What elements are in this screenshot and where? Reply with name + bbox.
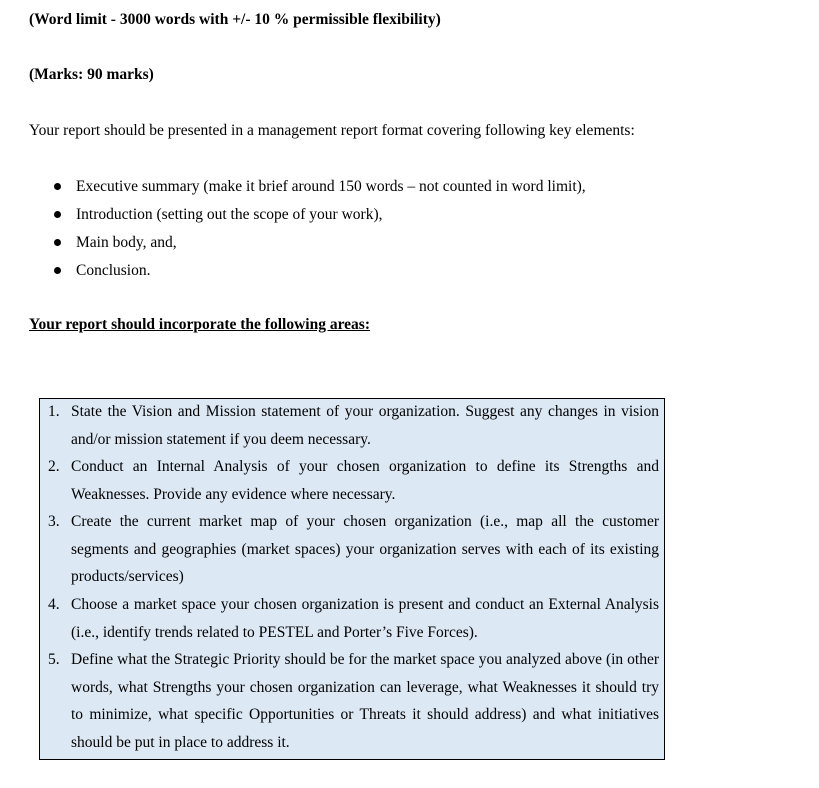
areas-box xyxy=(39,398,665,760)
report-format-intro: Your report should be presented in a management report format covering following key elements: xyxy=(29,122,635,139)
bullet-icon xyxy=(54,183,61,190)
area-number: 1. xyxy=(48,403,60,420)
key-elements-list xyxy=(54,176,586,288)
area-text: Create the current market map of your chosen organization (i.e., map all the customer segments and geographies (market spaces) your organization serves with each of its existing products/services) xyxy=(71,513,659,585)
area-number: 2. xyxy=(48,458,60,475)
areas-heading: Your report should incorporate the following areas: xyxy=(29,316,370,333)
list-item-label: Introduction (setting out the scope of your work), xyxy=(76,206,383,223)
word-limit-note: (Word limit - 3000 words with +/- 10 % permissible flexibility) xyxy=(29,11,441,28)
area-text: Conduct an Internal Analysis of your chosen organization to define its Strengths and Weaknesses. Provide any evidence where necessary. xyxy=(71,458,659,503)
list-item-label: Conclusion. xyxy=(76,262,151,279)
list-item xyxy=(54,260,586,288)
area-text: Choose a market space your chosen organization is present and conduct an External Analysis (i.e., identify trends related to PESTEL and Porter’s Five Forces). xyxy=(71,596,659,641)
bullet-icon xyxy=(54,211,61,218)
marks-note: (Marks: 90 marks) xyxy=(29,66,154,83)
bullet-icon xyxy=(54,267,61,274)
list-item-label: Executive summary (make it brief around 150 words – not counted in word limit), xyxy=(76,178,586,195)
area-number: 5. xyxy=(48,651,60,668)
area-text: Define what the Strategic Priority should be for the market space you analyzed above (in other words, what Strengths your chosen organization can leverage, what Weaknesses it should try to minimize, what specific Opportunities or Threats it should address) and what initiatives should be put in place to address it. xyxy=(71,651,659,751)
list-item-label: Main body, and, xyxy=(76,234,177,251)
area-text: State the Vision and Mission statement of your organization. Suggest any changes in vision and/or mission statement if you deem necessary. xyxy=(71,403,659,448)
list-item xyxy=(54,204,586,232)
area-number: 4. xyxy=(48,596,60,613)
list-item xyxy=(54,232,586,260)
bullet-icon xyxy=(54,239,61,246)
area-number: 3. xyxy=(48,513,60,530)
list-item xyxy=(54,176,586,204)
